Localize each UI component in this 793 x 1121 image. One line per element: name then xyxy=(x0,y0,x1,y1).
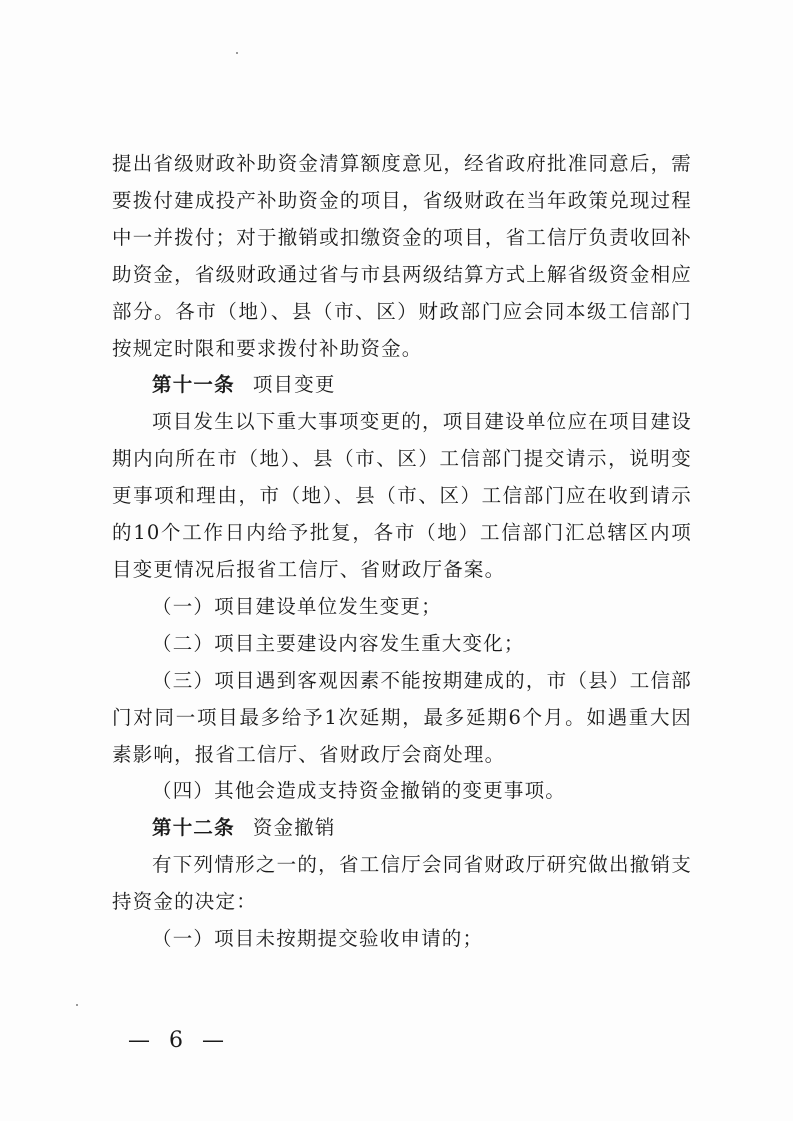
paragraph-continuation: 提出省级财政补助资金清算额度意见，经省政府批准同意后，需要拨付建成投产补助资金的项目，省级财政在当年政策兑现过程中一并拨付；对于撤销或扣缴资金的项目，省工信厅负责收回补助资金，省级财政通过省与市县两级结算方式上解省级资金相应部分。各市（地）、县（市、区）财政部门应会同本级工信部门按规定时限和要求拨付补助资金。 xyxy=(112,152,692,360)
article-12-paragraph: 有下列情形之一的，省工信厅会同省财政厅研究做出撤销支持资金的决定： xyxy=(112,853,692,914)
page-number: — 6 — xyxy=(128,1028,230,1053)
document-body xyxy=(112,146,692,958)
article-11-item-2: （二）项目主要建设内容发生重大变化； xyxy=(152,631,525,655)
article-11-paragraph: 项目发生以下重大事项变更的，项目建设单位应在项目建设期内向所在市（地）、县（市、区）工信部门提交请示，说明变更事项和理由，市（地）、县（市、区）工信部门应在收到请示的10个工作日内给予批复，各市（地）工信部门汇总辖区内项目变更情况后报省工信厅、省财政厅备案。 xyxy=(112,410,692,581)
scan-speck xyxy=(236,52,238,54)
article-11-heading xyxy=(112,367,692,404)
article-11-item-3: （三）项目遇到客观因素不能按期建成的，市（县）工信部门对同一项目最多给予1次延期，最多延期6个月。如遇重大因素影响，报省工信厅、省财政厅会商处理。 xyxy=(112,668,692,766)
article-12-item-1: （一）项目未按期提交验收申请的； xyxy=(152,927,484,951)
article-11-item-1: （一）项目建设单位发生变更； xyxy=(152,594,442,618)
article-12-heading xyxy=(112,810,692,847)
scan-speck xyxy=(76,1004,78,1006)
article-12-title: 资金撤销 xyxy=(252,816,336,840)
article-11-number: 第十一条 xyxy=(152,373,235,397)
article-11-item-4: （四）其他会造成支持资金撤销的变更事项。 xyxy=(152,779,567,803)
article-11-title: 项目变更 xyxy=(252,373,336,397)
article-12-number: 第十二条 xyxy=(152,816,235,840)
